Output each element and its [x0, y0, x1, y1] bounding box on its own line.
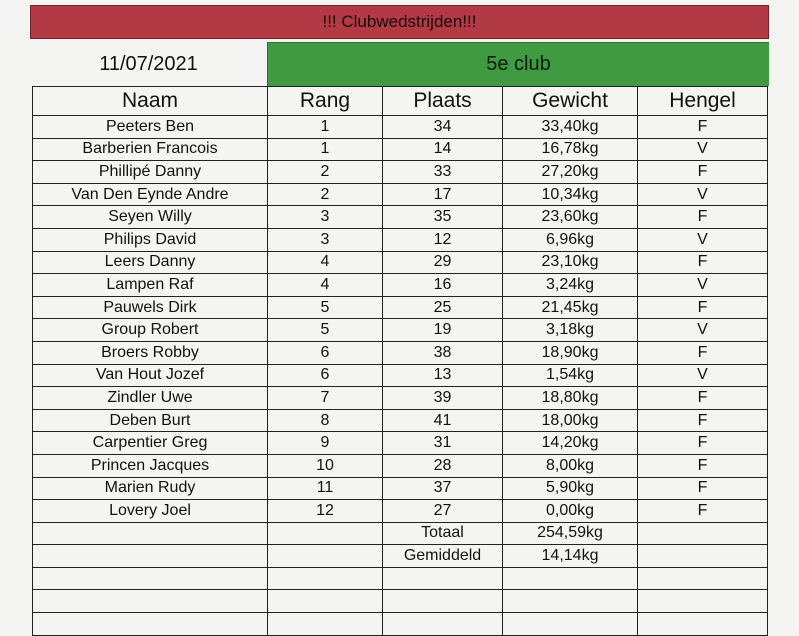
table-row: [33, 409, 768, 432]
cell-gewicht: 6,96kg: [503, 228, 638, 251]
cell-plaats: 31: [383, 432, 503, 455]
empty-cell: [503, 613, 638, 636]
cell-plaats: 19: [383, 319, 503, 342]
table-row: [33, 183, 768, 206]
cell-naam: Lampen Raf: [33, 274, 268, 297]
column-header-hengel: Hengel: [638, 87, 768, 116]
empty-cell: [503, 567, 638, 590]
cell-rang: 11: [268, 477, 383, 500]
cell-gewicht: 23,60kg: [503, 206, 638, 229]
cell-hengel: F: [638, 432, 768, 455]
table-row: [33, 138, 768, 161]
empty-row: [33, 613, 768, 636]
cell-rang: 2: [268, 183, 383, 206]
club-label: 5e club: [267, 42, 769, 86]
empty-cell: [383, 567, 503, 590]
cell-naam: Van Hout Jozef: [33, 364, 268, 387]
empty-cell: [638, 522, 768, 545]
cell-rang: 4: [268, 251, 383, 274]
cell-hengel: F: [638, 454, 768, 477]
summary-row: [33, 545, 768, 568]
cell-naam: Group Robert: [33, 319, 268, 342]
cell-rang: 6: [268, 341, 383, 364]
cell-rang: 5: [268, 319, 383, 342]
cell-naam: Deben Burt: [33, 409, 268, 432]
cell-plaats: 12: [383, 228, 503, 251]
cell-rang: 9: [268, 432, 383, 455]
cell-rang: 6: [268, 364, 383, 387]
cell-naam: Marien Rudy: [33, 477, 268, 500]
empty-row: [33, 567, 768, 590]
cell-gewicht: 21,45kg: [503, 296, 638, 319]
cell-plaats: 13: [383, 364, 503, 387]
cell-gewicht: 23,10kg: [503, 251, 638, 274]
column-header-plaats: Plaats: [383, 87, 503, 116]
cell-hengel: V: [638, 138, 768, 161]
cell-rang: 5: [268, 296, 383, 319]
cell-naam: Barberien Francois: [33, 138, 268, 161]
cell-gewicht: 1,54kg: [503, 364, 638, 387]
cell-naam: Broers Robby: [33, 341, 268, 364]
cell-rang: 10: [268, 454, 383, 477]
table-row: [33, 161, 768, 184]
table-row: [33, 319, 768, 342]
header-row: [33, 87, 768, 116]
cell-gewicht: 27,20kg: [503, 161, 638, 184]
cell-hengel: F: [638, 500, 768, 523]
cell-rang: 3: [268, 228, 383, 251]
cell-hengel: F: [638, 477, 768, 500]
cell-rang: 12: [268, 500, 383, 523]
table-row: [33, 477, 768, 500]
results-body: [33, 116, 768, 636]
cell-hengel: F: [638, 296, 768, 319]
table-row: [33, 228, 768, 251]
cell-rang: 7: [268, 387, 383, 410]
cell-rang: 3: [268, 206, 383, 229]
results-table: [32, 86, 768, 636]
empty-cell: [503, 590, 638, 613]
cell-gewicht: 8,00kg: [503, 454, 638, 477]
summary-label: Totaal: [383, 522, 503, 545]
empty-cell: [638, 613, 768, 636]
cell-plaats: 29: [383, 251, 503, 274]
cell-gewicht: 0,00kg: [503, 500, 638, 523]
empty-cell: [268, 567, 383, 590]
cell-gewicht: 3,18kg: [503, 319, 638, 342]
table-row: [33, 274, 768, 297]
empty-cell: [638, 545, 768, 568]
summary-label: Gemiddeld: [383, 545, 503, 568]
table-row: [33, 206, 768, 229]
cell-plaats: 17: [383, 183, 503, 206]
cell-naam: Leers Danny: [33, 251, 268, 274]
cell-naam: Princen Jacques: [33, 454, 268, 477]
empty-cell: [33, 522, 268, 545]
table-row: [33, 432, 768, 455]
cell-hengel: V: [638, 274, 768, 297]
cell-rang: 8: [268, 409, 383, 432]
cell-gewicht: 18,90kg: [503, 341, 638, 364]
cell-naam: Phillipé Danny: [33, 161, 268, 184]
empty-cell: [268, 613, 383, 636]
summary-value: 254,59kg: [503, 522, 638, 545]
cell-rang: 4: [268, 274, 383, 297]
empty-cell: [33, 545, 268, 568]
column-header-gewicht: Gewicht: [503, 87, 638, 116]
cell-hengel: V: [638, 319, 768, 342]
empty-cell: [268, 545, 383, 568]
column-header-rang: Rang: [268, 87, 383, 116]
summary-value: 14,14kg: [503, 545, 638, 568]
cell-hengel: F: [638, 251, 768, 274]
competition-date: 11/07/2021: [99, 52, 198, 75]
cell-rang: 2: [268, 161, 383, 184]
cell-hengel: F: [638, 161, 768, 184]
cell-naam: Seyen Willy: [33, 206, 268, 229]
page-title: !!! Clubwedstrijden!!!: [30, 5, 769, 39]
cell-naam: Van Den Eynde Andre: [33, 183, 268, 206]
cell-plaats: 33: [383, 161, 503, 184]
table-row: [33, 296, 768, 319]
empty-cell: [33, 590, 268, 613]
cell-plaats: 37: [383, 477, 503, 500]
cell-hengel: F: [638, 341, 768, 364]
cell-naam: Pauwels Dirk: [33, 296, 268, 319]
cell-hengel: F: [638, 206, 768, 229]
cell-gewicht: 14,20kg: [503, 432, 638, 455]
cell-plaats: 25: [383, 296, 503, 319]
cell-naam: Zindler Uwe: [33, 387, 268, 410]
empty-cell: [638, 567, 768, 590]
cell-plaats: 38: [383, 341, 503, 364]
table-row: [33, 116, 768, 139]
cell-gewicht: 33,40kg: [503, 116, 638, 139]
cell-naam: Carpentier Greg: [33, 432, 268, 455]
table-row: [33, 341, 768, 364]
cell-gewicht: 5,90kg: [503, 477, 638, 500]
cell-rang: 1: [268, 116, 383, 139]
empty-row: [33, 590, 768, 613]
cell-rang: 1: [268, 138, 383, 161]
cell-plaats: 34: [383, 116, 503, 139]
table-row: [33, 364, 768, 387]
cell-plaats: 28: [383, 454, 503, 477]
cell-naam: Lovery Joel: [33, 500, 268, 523]
empty-cell: [268, 522, 383, 545]
cell-plaats: 41: [383, 409, 503, 432]
cell-plaats: 16: [383, 274, 503, 297]
table-row: [33, 387, 768, 410]
cell-gewicht: 10,34kg: [503, 183, 638, 206]
cell-hengel: V: [638, 183, 768, 206]
empty-cell: [638, 590, 768, 613]
cell-hengel: F: [638, 387, 768, 410]
cell-gewicht: 3,24kg: [503, 274, 638, 297]
cell-gewicht: 18,00kg: [503, 409, 638, 432]
cell-plaats: 35: [383, 206, 503, 229]
cell-plaats: 27: [383, 500, 503, 523]
table-row: [33, 454, 768, 477]
cell-gewicht: 18,80kg: [503, 387, 638, 410]
cell-hengel: F: [638, 116, 768, 139]
cell-naam: Peeters Ben: [33, 116, 268, 139]
cell-hengel: V: [638, 228, 768, 251]
cell-plaats: 39: [383, 387, 503, 410]
cell-hengel: V: [638, 364, 768, 387]
empty-cell: [268, 590, 383, 613]
column-header-naam: Naam: [33, 87, 268, 116]
summary-row: [33, 522, 768, 545]
cell-gewicht: 16,78kg: [503, 138, 638, 161]
table-row: [33, 251, 768, 274]
cell-naam: Philips David: [33, 228, 268, 251]
empty-cell: [383, 613, 503, 636]
empty-cell: [33, 567, 268, 590]
cell-plaats: 14: [383, 138, 503, 161]
empty-cell: [383, 590, 503, 613]
cell-hengel: F: [638, 409, 768, 432]
table-row: [33, 500, 768, 523]
empty-cell: [33, 613, 268, 636]
